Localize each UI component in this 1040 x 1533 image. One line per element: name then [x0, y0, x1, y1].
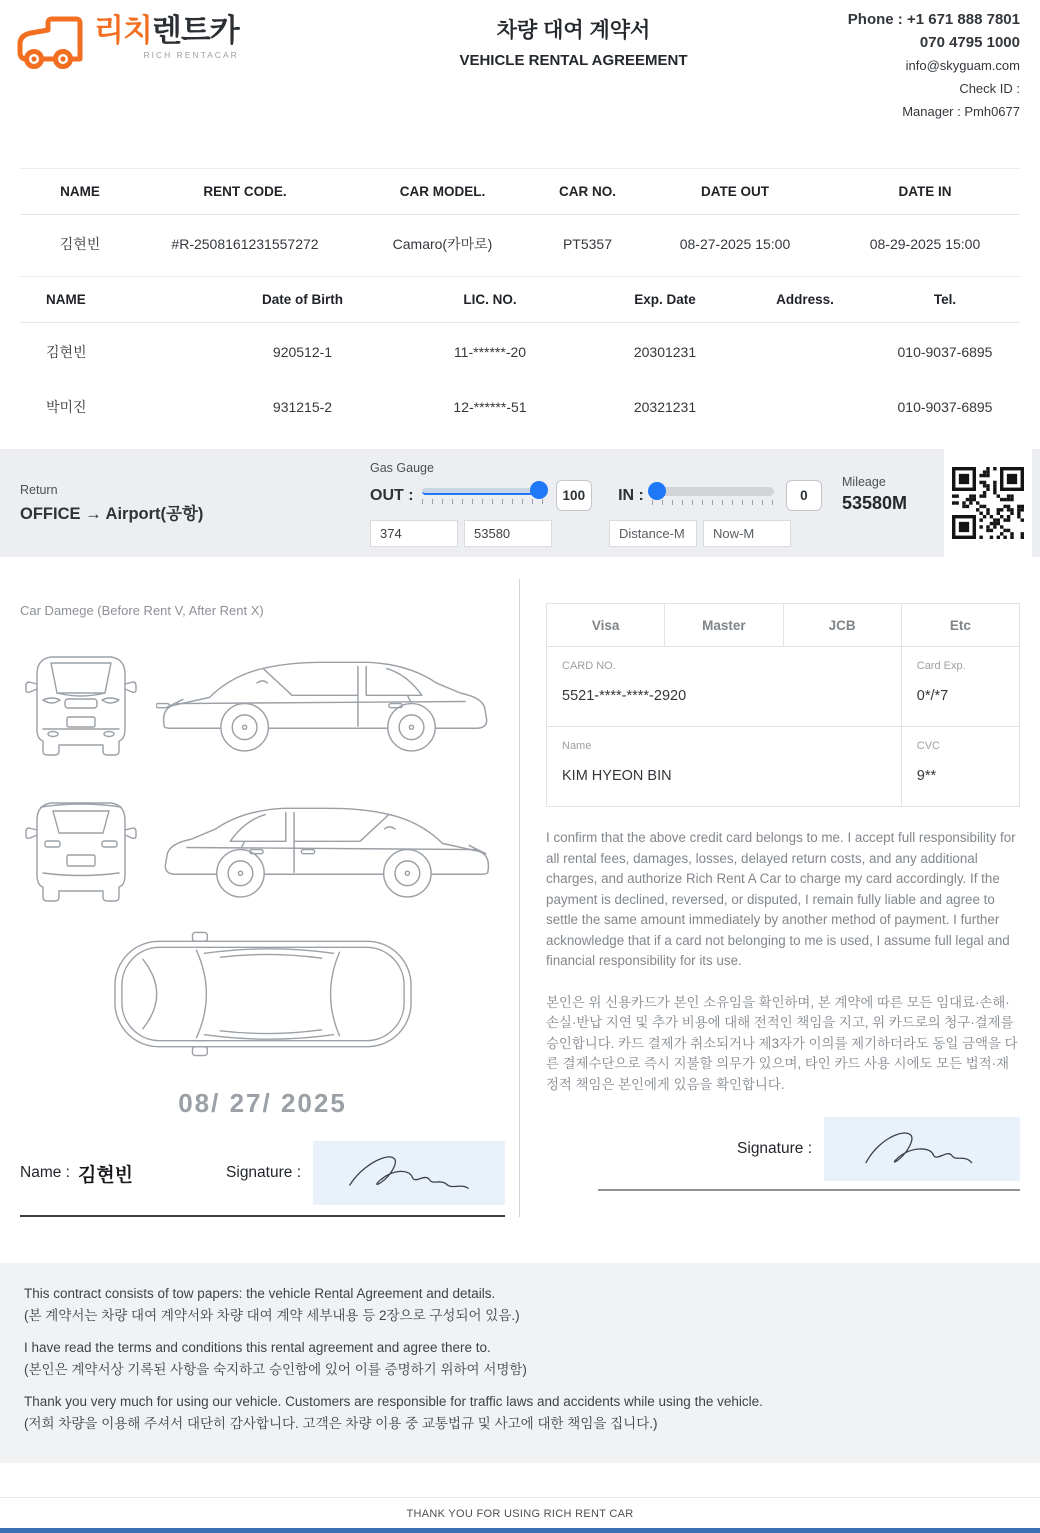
driver-name: 박미진 — [46, 399, 87, 415]
driver-dob: 931215-2 — [272, 399, 333, 415]
mileage-label: Mileage — [842, 475, 886, 489]
note-korean: (본 계약서는 차량 대여 계약서와 차량 대여 계약 세부내용 등 2장으로 구성되어 있음.) — [24, 1307, 520, 1323]
card-brand-jcb[interactable]: JCB — [783, 604, 901, 647]
gauge-band — [0, 449, 1040, 557]
driver-name: 김현빈 — [46, 344, 87, 360]
note-pair — [24, 1283, 1016, 1326]
renter-name: 김현빈 — [77, 1164, 134, 1186]
logo-text-black: 렌트카 — [151, 13, 239, 48]
page-bottom-accent — [0, 1528, 1040, 1533]
qr-code-icon — [952, 467, 1024, 539]
car-damage-section — [20, 579, 520, 1217]
gas-out-value-box[interactable]: 100 — [556, 480, 593, 511]
col-tel: Tel. — [933, 292, 957, 307]
col-rent-code: RENT CODE. — [203, 184, 287, 199]
gas-out-label: OUT : — [370, 486, 414, 504]
card-brand-master[interactable]: Master — [665, 604, 783, 647]
manager-label: Manager : Pmh0677 — [902, 104, 1020, 119]
driver-lic: 12-******-51 — [453, 399, 527, 415]
card-confirmation-korean: 본인은 위 신용카드가 본인 소유임을 확인하며, 본 계약에 따른 모든 임대료·손해·손실·반납 지연 및 추가 비용에 대해 전적인 책임을 지고, 위 카드로의 청구·결제를 승인합니다. 카드 결제가 취소되거나 제3자가 이의를 제기하더라도 동일 금액을 다른 결제수단으로 즉시 지불할 의무가 있으며, 타인 카드 사용 시에도 모든 법적·재정적 책임은 본인에게 있음을 확인합니다. — [546, 994, 1018, 1092]
card-cvc-value: 9** — [916, 768, 937, 784]
return-block — [20, 459, 370, 547]
card-brand-etc[interactable]: Etc — [901, 604, 1019, 647]
note-pair — [24, 1337, 1016, 1380]
logo — [12, 8, 342, 72]
signature-stroke — [837, 1121, 1007, 1177]
document-title-english: VEHICLE RENTAL AGREEMENT — [459, 52, 688, 69]
gas-in-label: IN : — [618, 486, 644, 504]
date-in: 08-29-2025 15:00 — [869, 236, 981, 252]
note-english: Thank you very much for using our vehicle. Customers are responsible for traffic laws and accidents while using the vehicle. — [24, 1394, 763, 1409]
slider-ticks — [652, 500, 774, 505]
car-top-view-diagram — [109, 928, 417, 1060]
car-diagrams — [20, 632, 505, 1060]
bottom-bar — [0, 1463, 1040, 1533]
card-cvc-label: CVC — [916, 740, 940, 752]
table-row — [20, 215, 1020, 271]
truck-logo-icon — [12, 14, 90, 72]
card-number-value: 5521-****-****-2920 — [562, 688, 687, 704]
col-car-model: CAR MODEL. — [399, 184, 486, 199]
card-exp-label: Card Exp. — [916, 660, 966, 672]
mileage-value: 53580M — [842, 493, 908, 513]
driver-exp: 20321231 — [633, 399, 697, 415]
col-lic-no: LIC. NO. — [463, 292, 517, 307]
driver-table-header-row — [20, 277, 1020, 323]
cardholder-name-value: KIM HYEON BIN — [562, 768, 672, 784]
date-out: 08-27-2025 15:00 — [679, 236, 791, 252]
driver-lic: 11-******-20 — [453, 344, 527, 360]
col-name: NAME — [60, 184, 100, 199]
gas-gauge-block — [370, 459, 836, 547]
return-route: OFFICE → Airport(공항) — [20, 504, 204, 523]
car-model: Camaro(카마로) — [392, 236, 493, 252]
footer-notes — [0, 1263, 1040, 1463]
renter-name: 김현빈 — [59, 236, 101, 252]
card-number-label: CARD NO. — [562, 660, 616, 672]
car-side-view-left-diagram — [156, 636, 496, 768]
card-number-cell — [547, 647, 902, 727]
contact-info — [805, 8, 1020, 123]
driver-dob: 920512-1 — [272, 344, 333, 360]
note-pair — [24, 1391, 1016, 1434]
distance-in-input[interactable] — [609, 520, 697, 547]
car-side-view-right-diagram — [156, 782, 496, 914]
return-label: Return — [20, 482, 58, 497]
logo-subtext: RICH RENTACAR — [143, 50, 239, 60]
signature-label: Signature : — [737, 1140, 812, 1157]
page-header — [0, 0, 1040, 130]
mileage-block — [836, 459, 944, 547]
main-content — [0, 579, 1040, 1217]
driver-exp: 20301231 — [633, 344, 697, 360]
col-address: Address. — [776, 292, 834, 307]
note-korean: (저희 차량을 이용해 주셔서 대단히 감사합니다. 고객은 차량 이용 중 교통법규 및 사고에 대한 책임을 집니다.) — [24, 1415, 658, 1431]
rental-table-header-row — [20, 169, 1020, 215]
gas-in-slider[interactable] — [652, 487, 774, 505]
driver-tel: 010-9037-6895 — [897, 399, 993, 415]
distance-out-input[interactable] — [370, 520, 458, 547]
car-no: PT5357 — [562, 236, 613, 252]
table-row — [20, 323, 1020, 379]
contact-phone-1: Phone : +1 671 888 7801 — [847, 11, 1020, 28]
rental-date: 08/ 27/ 2025 — [178, 1088, 347, 1118]
cardholder-name-cell — [547, 727, 902, 807]
col-date-out: DATE OUT — [701, 184, 769, 199]
slider-ticks — [422, 499, 544, 504]
contact-phone-2: 070 4795 1000 — [919, 34, 1020, 51]
slider-thumb[interactable] — [648, 482, 666, 500]
thank-you-text: THANK YOU FOR USING RICH RENT CAR — [406, 1508, 634, 1520]
car-damage-title: Car Damege (Before Rent V, After Rent X) — [20, 603, 264, 618]
driver-address — [740, 323, 870, 379]
slider-thumb[interactable] — [530, 481, 548, 499]
cardholder-signature-field[interactable] — [824, 1117, 1020, 1181]
renter-signature-field[interactable] — [313, 1141, 505, 1205]
document-title-korean: 차량 대여 계약서 — [496, 19, 651, 42]
mileage-out-input[interactable] — [464, 520, 552, 547]
col-exp-date: Exp. Date — [634, 292, 696, 307]
car-front-view-diagram — [20, 632, 142, 772]
col-car-no: CAR NO. — [559, 184, 616, 199]
card-section — [520, 579, 1020, 1217]
col-dob: Date of Birth — [262, 292, 343, 307]
driver-tel: 010-9037-6895 — [897, 344, 993, 360]
note-korean: (본인은 계약서상 기록된 사항을 숙지하고 승인함에 있어 이를 증명하기 위하여 서명함) — [24, 1361, 527, 1377]
document-titles — [342, 8, 805, 69]
rental-info-table — [20, 168, 1020, 270]
mileage-in-input[interactable] — [703, 520, 791, 547]
table-row — [20, 378, 1020, 433]
driver-info-table — [20, 276, 1020, 433]
logo-text-orange: 리치 — [94, 13, 152, 48]
logo-text — [94, 14, 239, 60]
signature-stroke — [324, 1145, 494, 1201]
signature-label: Signature : — [226, 1164, 301, 1181]
card-brand-visa[interactable]: Visa — [547, 604, 665, 647]
gas-in-value-box[interactable]: 0 — [786, 480, 822, 511]
col-name: NAME — [46, 292, 86, 307]
car-rear-view-diagram — [20, 778, 142, 918]
rent-code: #R-2508161231557272 — [171, 236, 319, 252]
cardholder-name-label: Name — [562, 740, 592, 752]
card-exp-value: 0*/*7 — [916, 688, 949, 704]
qr-code-box — [944, 449, 1032, 557]
card-confirmation-english: I confirm that the above credit card belongs to me. I accept full responsibility for all rental fees, damages, losses, delayed return costs, and any additional charges, and authorize Rich Rent A Car to charge my card accordingly. If the payment is declined, reversed, or disputed, I remain fully liable and agree to settle the same amount immediately by another method of payment. I further acknowledge that if a card not belonging to me is used, I assume full legal and financial responsibility for its use. — [546, 830, 1016, 968]
card-cvc-cell — [901, 727, 1019, 807]
note-english: I have read the terms and conditions this rental agreement and agree there to. — [24, 1340, 491, 1355]
contact-email: info@skyguam.com — [905, 58, 1020, 73]
col-date-in: DATE IN — [898, 184, 952, 199]
gas-out-slider[interactable] — [422, 488, 544, 504]
renter-signature-row — [20, 1141, 505, 1217]
driver-address — [740, 378, 870, 433]
gas-gauge-label: Gas Gauge — [370, 461, 434, 475]
card-exp-cell — [901, 647, 1019, 727]
note-english: This contract consists of tow papers: the vehicle Rental Agreement and details. — [24, 1286, 496, 1301]
check-id-label: Check ID : — [959, 81, 1020, 96]
cardholder-signature-row — [598, 1117, 1020, 1191]
name-label: Name : — [20, 1164, 70, 1181]
credit-card-table — [546, 603, 1020, 807]
